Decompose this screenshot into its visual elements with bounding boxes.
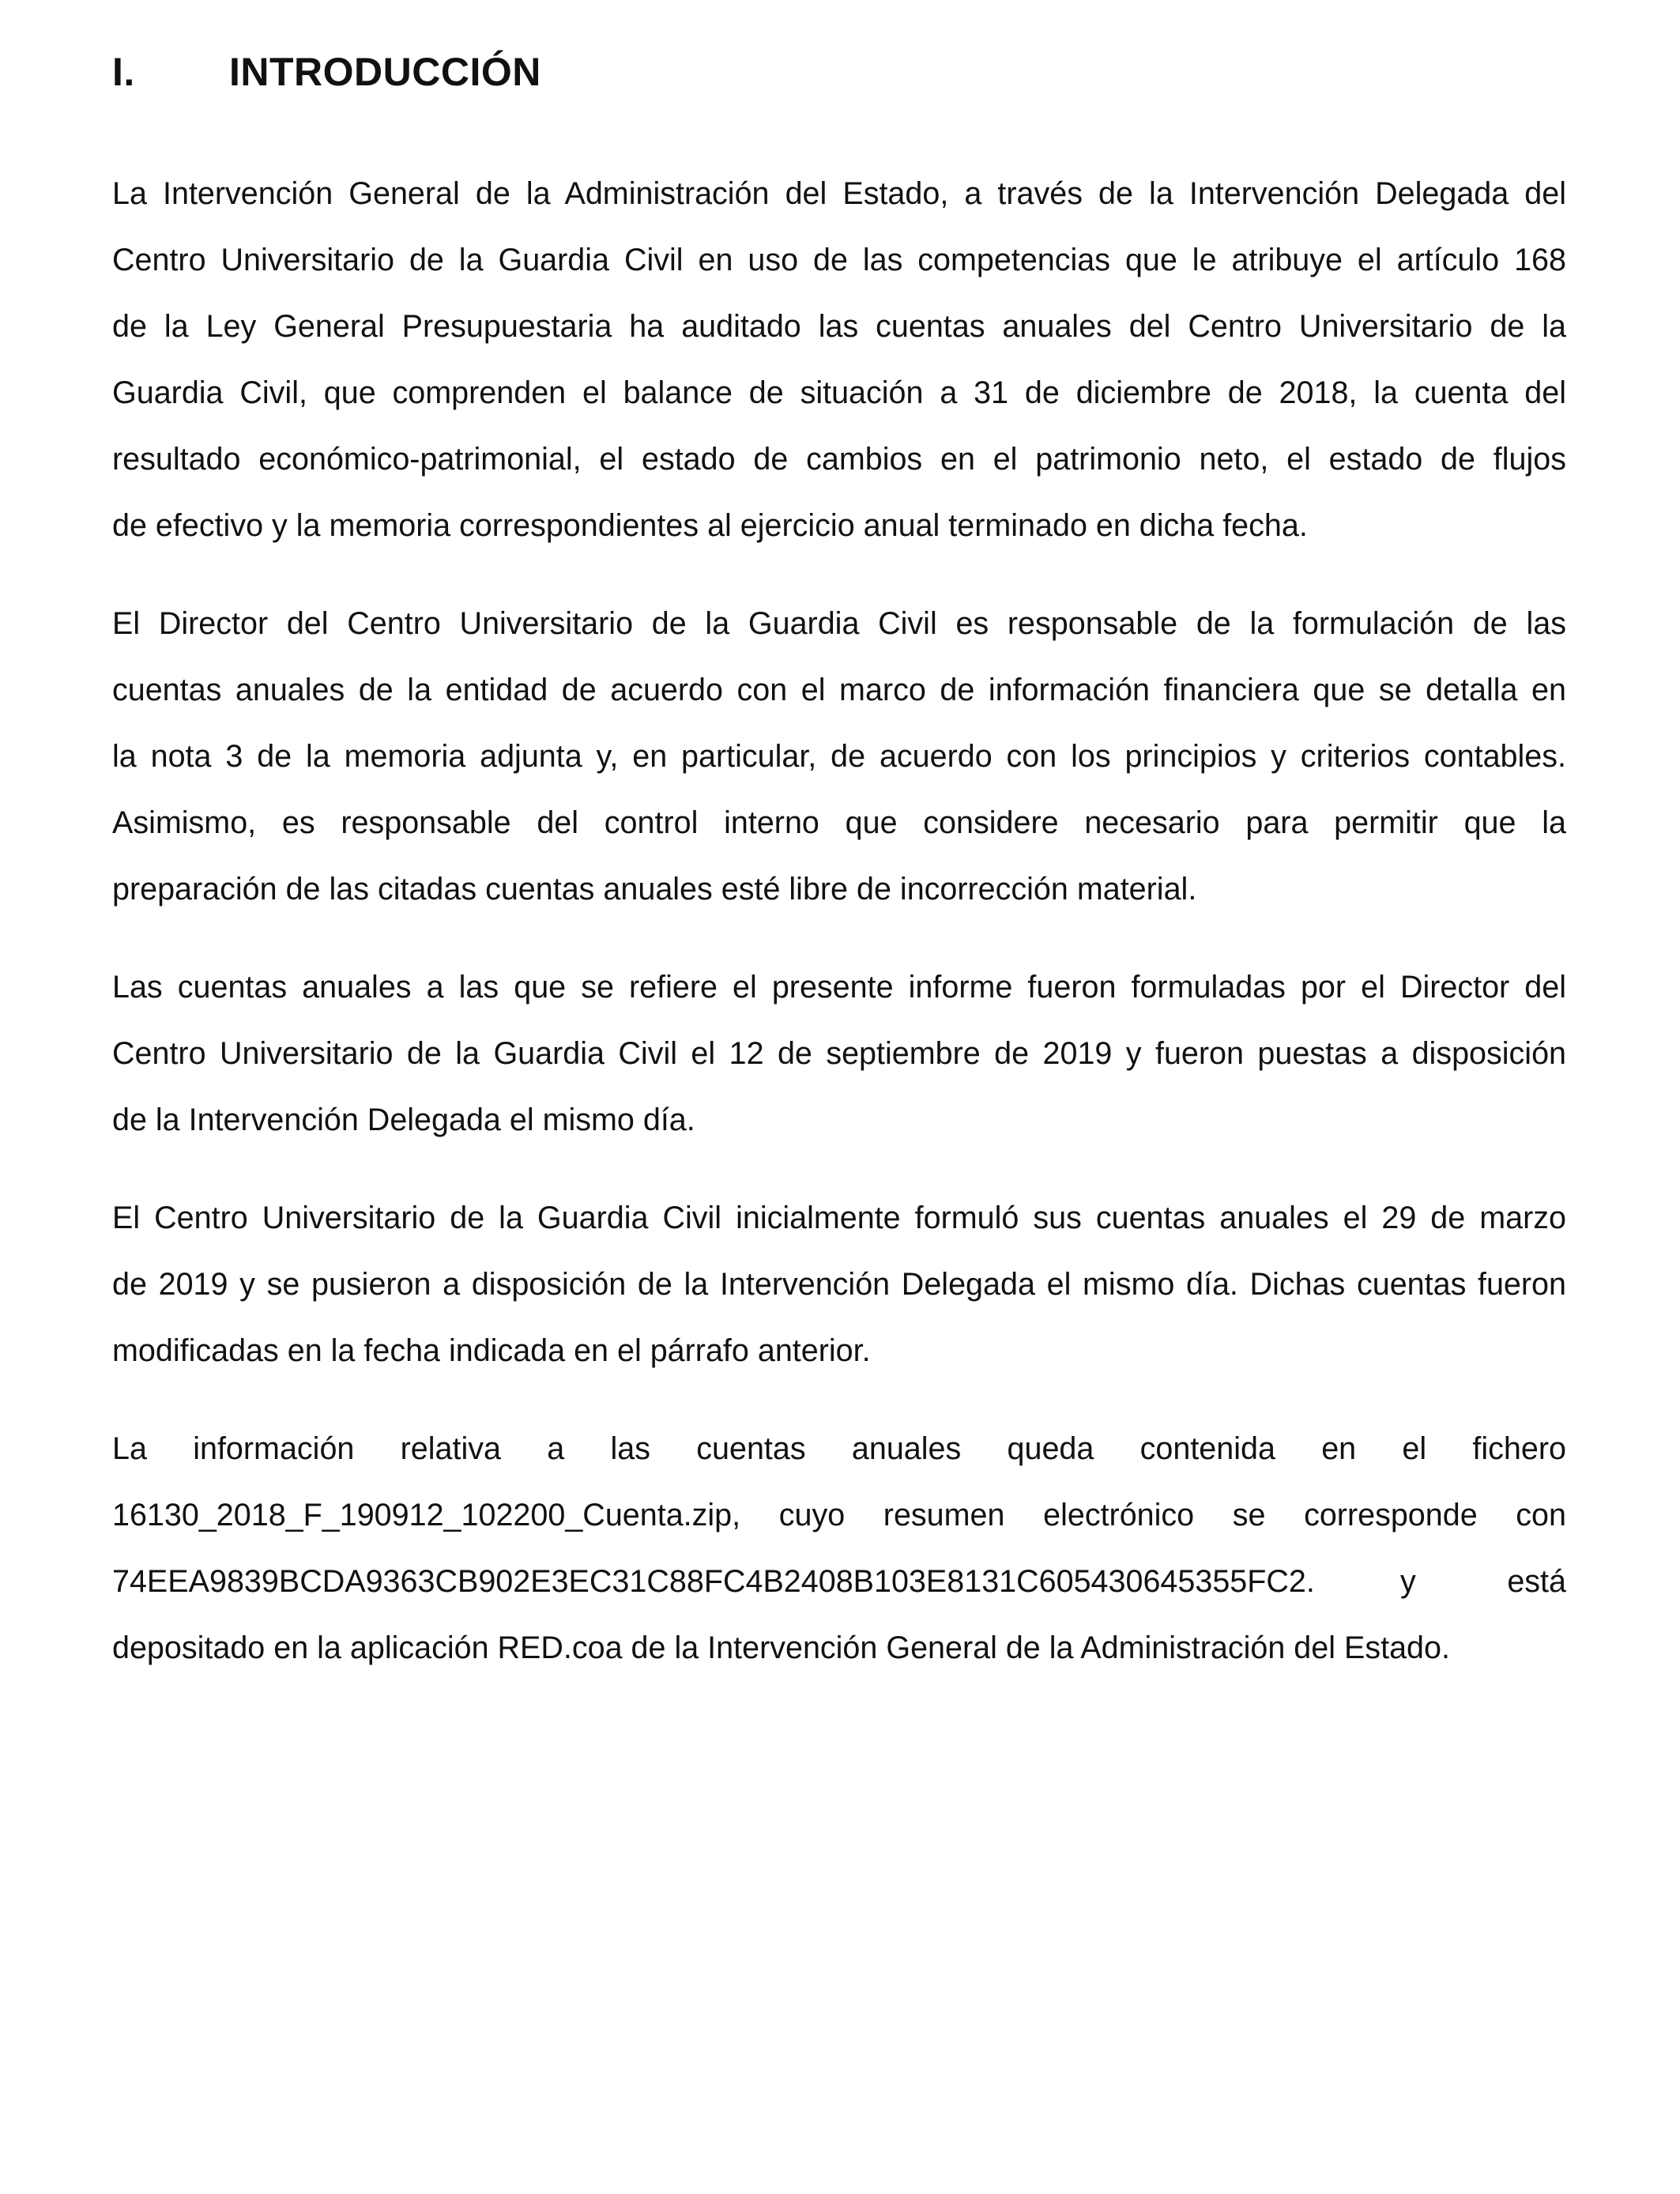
paragraph-line: Las cuentas anuales a las que se refiere el presente informe fueron formuladas por el Director del [112,970,1566,1005]
electronic-hash: 74EEA9839BCDA9363CB902E3EC31C88FC4B2408B103E8131C605430645355FC2. [112,1564,1315,1599]
paragraph-file-info [112,1416,1566,1681]
section-title: INTRODUCCIÓN [229,50,541,94]
paragraph-line: El Director del Centro Universitario de la Guardia Civil es responsable de la formulación de las [112,606,1566,641]
hash-line [112,1548,1566,1615]
paragraph-line: La Intervención General de la Administración del Estado, a través de la Intervención Delegada del [112,176,1566,211]
section-number: I. [112,50,135,94]
paragraph-line: El Centro Universitario de la Guardia Civil inicialmente formuló sus cuentas anuales el 29 de marzo [112,1201,1566,1235]
paragraph-line: de la Ley General Presupuestaria ha auditado las cuentas anuales del Centro Universitario de la [112,309,1566,344]
paragraph-line: Asimismo, es responsable del control interno que considere necesario para permitir que la [112,805,1566,840]
paragraph-initial-formulation [112,1185,1566,1384]
paragraph-line: de la Intervención Delegada el mismo día. [112,1103,695,1137]
paragraph-line: resultado económico-patrimonial, el estado de cambios en el patrimonio neto, el estado de flujos [112,442,1566,477]
paragraph-line: 16130_2018_F_190912_102200_Cuenta.zip, cuyo resumen electrónico se corresponde con [112,1498,1566,1532]
paragraph-line: preparación de las citadas cuentas anuales esté libre de incorrección material. [112,872,1197,907]
hash-verb: está [1507,1564,1566,1599]
hash-conjunction: y [1400,1564,1416,1599]
paragraph-line: cuentas anuales de la entidad de acuerdo con el marco de información financiera que se detalla en [112,673,1566,707]
paragraph-formulation-date [112,954,1566,1153]
paragraph-line: Centro Universitario de la Guardia Civil en uso de las competencias que le atribuye el artículo 168 [112,243,1566,277]
paragraph-line: modificadas en la fecha indicada en el párrafo anterior. [112,1333,871,1368]
paragraph-responsibility [112,590,1566,922]
paragraph-line: de 2019 y se pusieron a disposición de la Intervención Delegada el mismo día. Dichas cuentas fueron [112,1267,1566,1302]
paragraph-line: la nota 3 de la memoria adjunta y, en particular, de acuerdo con los principios y criterios contables. [112,739,1566,774]
document-body [112,160,1566,1713]
paragraph-line: La información relativa a las cuentas anuales queda contenida en el fichero [112,1431,1566,1466]
paragraph-line: Guardia Civil, que comprenden el balance de situación a 31 de diciembre de 2018, la cuenta del [112,375,1566,410]
paragraph-audit-scope [112,160,1566,559]
paragraph-line: depositado en la aplicación RED.coa de la Intervención General de la Administración del Estado. [112,1630,1450,1665]
paragraph-line: de efectivo y la memoria correspondientes al ejercicio anual terminado en dicha fecha. [112,508,1308,543]
section-heading [112,49,541,95]
paragraph-line: Centro Universitario de la Guardia Civil el 12 de septiembre de 2019 y fueron puestas a disposición [112,1036,1566,1071]
